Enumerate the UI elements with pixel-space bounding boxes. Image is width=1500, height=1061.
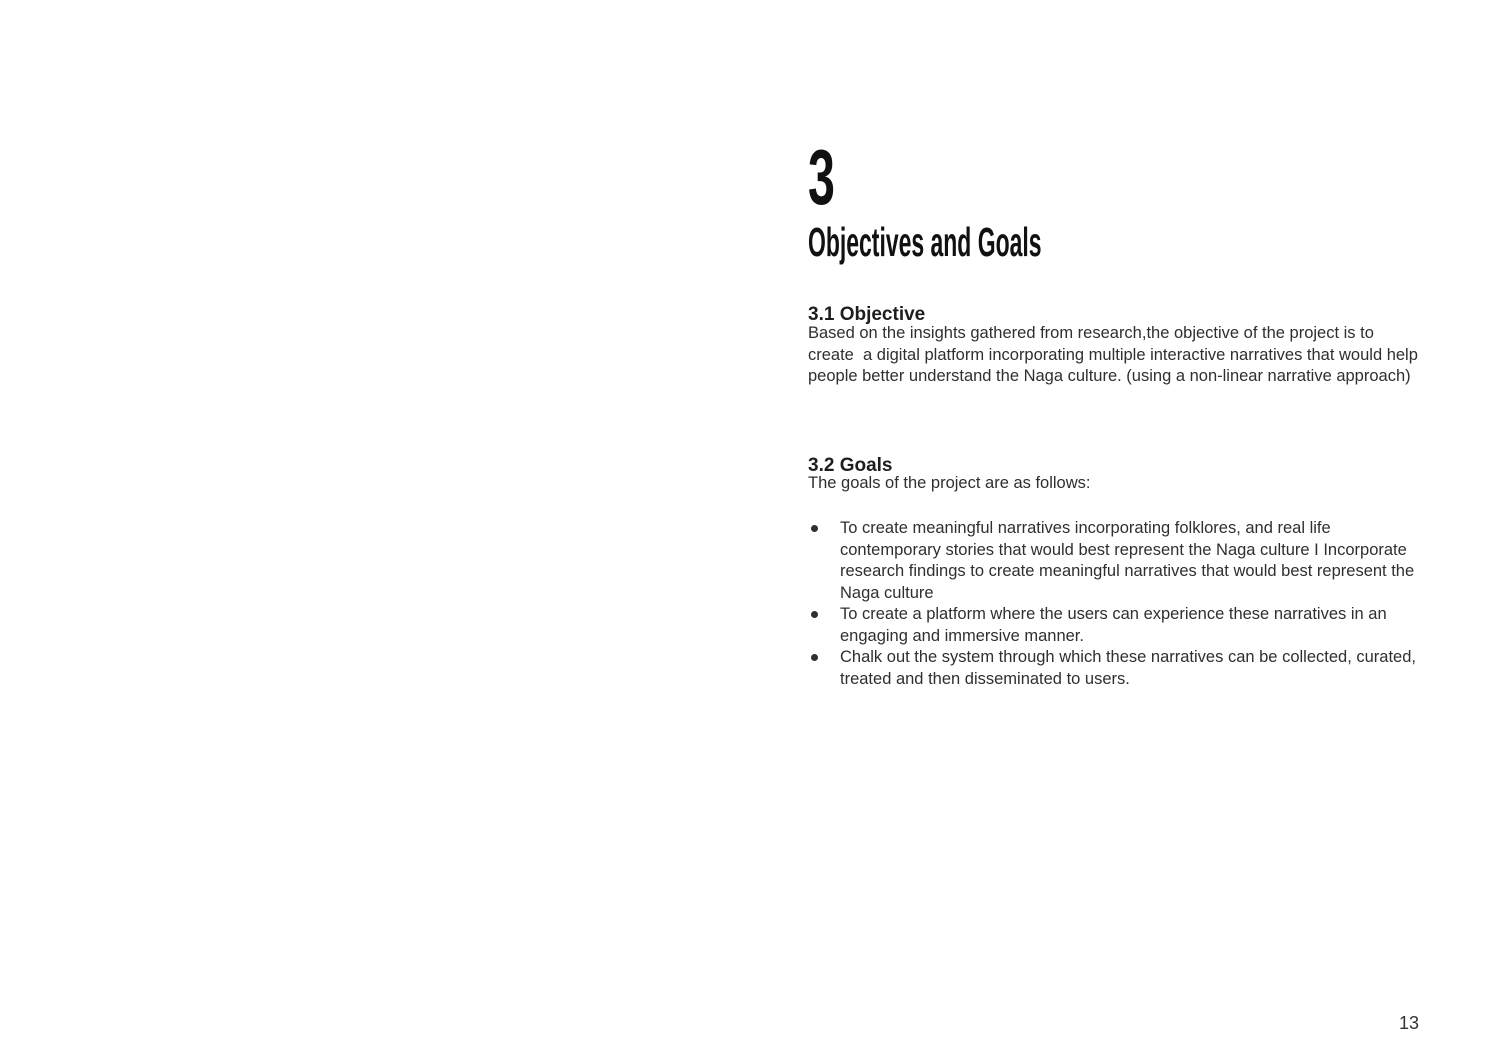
goal-item: To create a platform where the users can experience these narratives in an engaging and immersive manner. xyxy=(808,604,1418,647)
goals-intro: The goals of the project are as follows: xyxy=(808,474,1091,492)
page-number: 13 xyxy=(1399,1013,1420,1033)
objective-paragraph: Based on the insights gathered from research,the objective of the project is to create a digital platform incorporating multiple interactive narratives that would help people better understand the Naga culture. (using a non-linear narrative approach) xyxy=(808,324,1423,385)
goal-item: Chalk out the system through which these narratives can be collected, curated, treated and then disseminated to users. xyxy=(808,647,1418,690)
goals-list xyxy=(808,518,1418,690)
chapter-title: Objectives and Goals xyxy=(808,219,1042,265)
section-heading-goals: 3.2 Goals xyxy=(808,455,893,476)
section-heading-objective: 3.1 Objective xyxy=(808,304,926,325)
chapter-number: 3 xyxy=(808,133,835,221)
goal-item: To create meaningful narratives incorporating folklores, and real life contemporary stories that would best represent the Naga culture I Incorporate research findings to create meaningful narratives that would best represent the Naga culture xyxy=(808,518,1418,604)
